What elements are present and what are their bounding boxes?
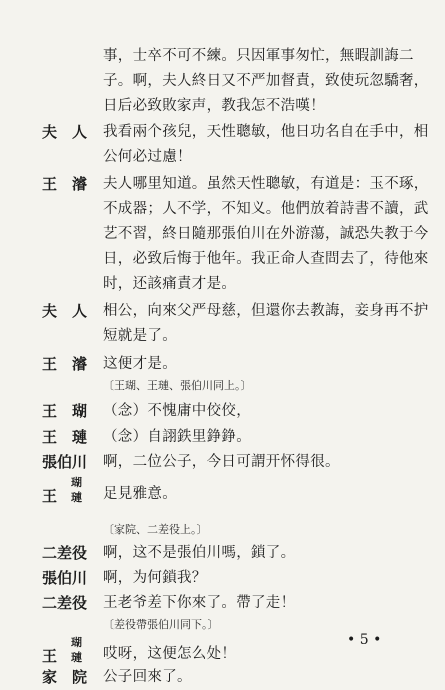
speaker-name: 王 璉 xyxy=(42,428,88,446)
dialogue-line: 这便才是。 xyxy=(103,356,177,372)
dialogue-line: 公何必过慮！ xyxy=(103,149,192,165)
speaker-name: 二差役 xyxy=(42,594,88,612)
speaker-stack-top: 瑚 xyxy=(71,476,82,489)
speaker-stack-bottom: 璉 xyxy=(71,651,82,664)
dialogue-line: 啊，这不是張伯川嗎，鎖了。 xyxy=(103,545,296,561)
dialogue-line: （念）自詡鉄里錚錚。 xyxy=(103,429,251,445)
dialogue-line: 时，还該痛責才是。 xyxy=(103,276,237,292)
speaker-name: 王 濬 xyxy=(42,355,88,373)
dialogue-line: 啊，为何鎖我？ xyxy=(103,570,207,586)
dialogue-line: 哎呀，这便怎么处！ xyxy=(103,646,237,662)
dialogue-line: 足見雅意。 xyxy=(103,486,177,502)
dialogue-line: （念）不愧庸中佼佼， xyxy=(103,403,251,419)
dialogue-line: 子。啊，夫人終日又不严加督責，致使玩忽驕奢， xyxy=(103,73,429,89)
speaker-name: 二差役 xyxy=(42,544,88,562)
speaker-name: 王 瑚 xyxy=(42,402,88,420)
dialogue-line: 夫人哪里知道。虽然天性聰敏，有道是：玉不琢， xyxy=(103,176,429,192)
dialogue-line: 艺不習，終日隨那張伯川在外游蕩，誠恐失教于今 xyxy=(103,226,429,242)
dialogue-line: 王老爷差下你來了。帶了走！ xyxy=(103,595,296,611)
dialogue-line: 公子回來了。 xyxy=(103,669,192,685)
speaker-name: 王 xyxy=(42,487,58,505)
speaker-name: 家 院 xyxy=(42,668,88,686)
stage-direction: 〔差役帶張伯川同下。〕 xyxy=(103,618,219,631)
speaker-name: 張伯川 xyxy=(42,569,88,587)
stage-direction: 〔家院、二差役上。〕 xyxy=(103,523,208,536)
speaker-name: 王 濬 xyxy=(42,175,88,193)
speaker-name: 張伯川 xyxy=(42,453,88,471)
dialogue-line: 不成器；人不学，不知义。他們放着詩書不讀，武 xyxy=(103,201,429,217)
stage-direction: 〔王瑚、王璉、張伯川同上。〕 xyxy=(103,379,252,392)
dialogue-line: 日后必致敗家声，教我怎不浩嘆！ xyxy=(103,98,325,114)
dialogue-line: 日，必致后悔于他年。我正命人查問去了，待他來 xyxy=(103,251,429,267)
dialogue-line: 啊，二位公子，今日可謂开怀得很。 xyxy=(103,454,340,470)
speaker-name: 王 xyxy=(42,647,58,665)
page-number: • 5 • xyxy=(347,632,382,648)
dialogue-line: 相公，向來父严母慈，但還你去教誨，妾身再不护 xyxy=(103,303,429,319)
dialogue-line: 事，士卒不可不練。只因軍事匆忙，無暇訓誨二 xyxy=(103,48,414,64)
speaker-stack-bottom: 璉 xyxy=(71,491,82,504)
speaker-name: 夫 人 xyxy=(42,123,88,141)
speaker-stack-top: 瑚 xyxy=(71,636,82,649)
dialogue-line: 短就是了。 xyxy=(103,328,177,344)
dialogue-line: 我看兩个孩兒，天性聰敏，他日功名自在手中，相 xyxy=(103,124,429,140)
speaker-name: 夫 人 xyxy=(42,302,88,320)
